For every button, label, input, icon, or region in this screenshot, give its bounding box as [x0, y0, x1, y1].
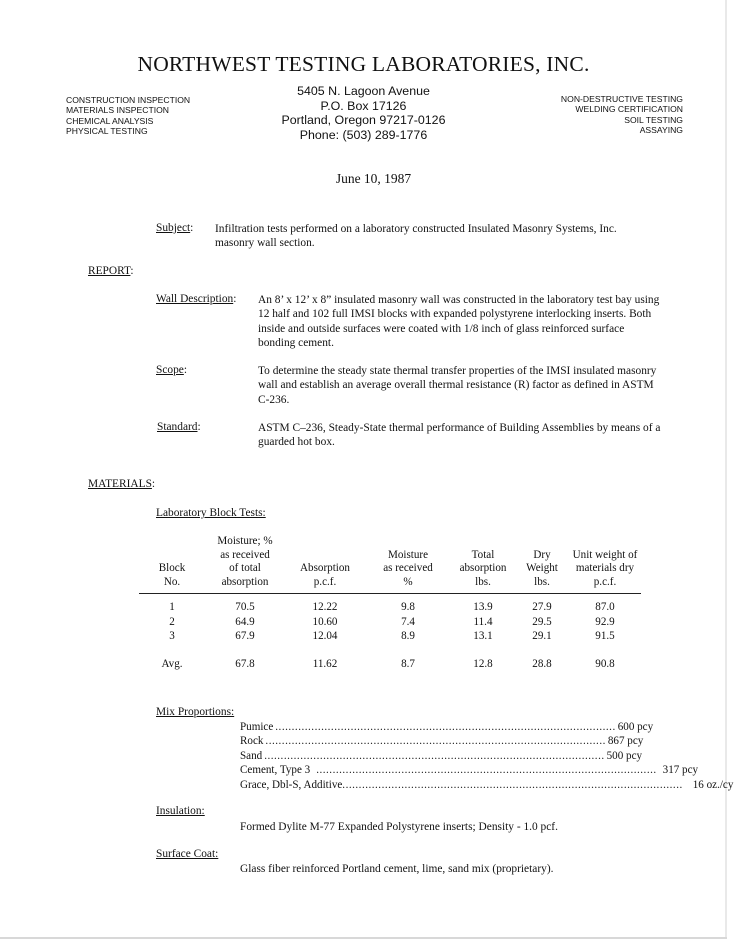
table-cell: 2 [169, 615, 175, 628]
surface-coat-text: Glass fiber reinforced Portland cement, lime, sand mix (proprietary). [240, 863, 554, 875]
table-cell: 64.9 [235, 615, 255, 628]
table-cell: 70.5 [235, 601, 255, 614]
address-line: Portland, Oregon 97217-0126 [281, 113, 446, 128]
mix-item [240, 749, 643, 763]
wall-description-text: An 8’ x 12’ x 8” insulated masonry wall was constructed in the laboratory test bay using 12 half and 102 full IMSI blocks with expanded polystyrene interlocking inserts. Both inside and outside surfaces were coated with 1/8 inch of glass reinforced surface bonding cement. [258, 294, 660, 349]
surface-coat-label: Surface Coat: [156, 848, 219, 860]
company-name: NORTHWEST TESTING LABORATORIES, INC. [137, 52, 590, 76]
table-cell: 13.1 [473, 629, 493, 642]
mix-item-value: 317 pcy [662, 764, 699, 777]
mix-item [240, 734, 644, 748]
address-line: 5405 N. Lagoon Avenue [297, 84, 430, 98]
table-cell: 12.04 [312, 629, 338, 642]
column-header: Total absorption lbs. [459, 548, 507, 588]
service-item: NON-DESTRUCTIVE TESTING [560, 94, 683, 104]
mix-item-name: Cement, Type 3 [240, 764, 311, 777]
table-cell: 9.8 [401, 601, 415, 614]
mix-item [240, 720, 654, 734]
mix-proportions-list [240, 720, 734, 792]
table-cell: 87.0 [595, 601, 615, 614]
service-item: CONSTRUCTION INSPECTION [66, 95, 191, 105]
table-cell: 3 [169, 629, 175, 642]
table-cell: 29.1 [532, 629, 552, 642]
mix-item-name: Sand [240, 749, 263, 762]
standard-text: ASTM C–236, Steady-State thermal performance of Building Assemblies by means of a guarded hot box. [258, 422, 661, 449]
table-cell: 28.8 [532, 657, 552, 670]
table-cell: 11.4 [473, 615, 493, 628]
address-line: P.O. Box 17126 [320, 98, 407, 113]
table-cell: 91.5 [595, 629, 615, 642]
insulation-text: Formed Dylite M-77 Expanded Polystyrene inserts; Density - 1.0 pcf. [240, 821, 558, 833]
address-line: Phone: (503) 289-1776 [299, 127, 428, 142]
block-tests-table [139, 535, 641, 671]
table-cell: 12.22 [312, 601, 338, 614]
mix-proportions-label: Mix Proportions: [156, 706, 235, 718]
column-header: Block No. [158, 562, 186, 588]
dot-leader: ........................................................................................................ [265, 735, 606, 748]
standard-label: Standard: [157, 421, 201, 433]
insulation-label: Insulation: [156, 805, 205, 817]
dot-leader: ........................................................................................................ [316, 764, 657, 777]
table-cell: Avg. [161, 657, 183, 670]
mix-item [240, 763, 699, 777]
dot-leader: ........................................................................................................ [342, 778, 683, 791]
dot-leader: ........................................................................................................ [275, 721, 616, 733]
table-row [139, 594, 641, 615]
services-right [561, 94, 683, 135]
table-row [139, 615, 641, 629]
column-header: Moisture; % as received of total absorption [217, 535, 273, 588]
table-cell: 13.9 [473, 601, 493, 614]
service-item: MATERIALS INSPECTION [66, 105, 169, 116]
table-average-row [139, 643, 641, 671]
mix-item-value: 867 pcy [607, 735, 644, 748]
table-cell: 90.8 [595, 657, 615, 670]
column-header: Unit weight of materials dry p.c.f. [572, 548, 638, 588]
service-item: SOIL TESTING [624, 114, 683, 125]
dot-leader: ........................................................................................................ [264, 749, 605, 762]
service-item: CHEMICAL ANALYSIS [66, 115, 154, 126]
table-cell: 67.9 [235, 629, 255, 642]
service-item: PHYSICAL TESTING [66, 125, 148, 136]
table-header-row [139, 535, 641, 594]
subject-text: Infiltration tests performed on a laboratory constructed Insulated Masonry Systems, Inc. masonry wall section. [215, 223, 617, 250]
mix-item-value: 16 oz./cy [692, 778, 734, 791]
table-row [139, 629, 641, 643]
mix-item-value: 600 pcy [617, 721, 654, 733]
column-header: Dry Weight lbs. [526, 548, 558, 588]
service-item: ASSAYING [639, 124, 683, 135]
table-cell: 11.62 [312, 657, 338, 670]
scope-text: To determine the steady state thermal transfer properties of the IMSI insulated masonry wall and establish an average overall thermal resistance (R) factor as defined in ASTM C-236. [258, 365, 657, 406]
service-item: WELDING CERTIFICATION [575, 104, 683, 115]
mix-item-name: Rock [240, 735, 264, 748]
mix-item-value: 500 pcy [606, 749, 643, 762]
table-cell: 29.5 [532, 615, 552, 628]
wall-description-label: Wall Description: [156, 293, 237, 305]
mix-item-name: Grace, Dbl-S, Additive [240, 778, 343, 791]
table-cell: 12.8 [473, 657, 493, 670]
table-cell: 8.9 [401, 629, 415, 642]
mix-item [240, 778, 734, 792]
table-cell: 10.60 [312, 615, 338, 628]
report-heading: REPORT: [88, 265, 134, 277]
column-header: Moisture as received % [383, 548, 433, 588]
materials-heading: MATERIALS: [88, 478, 156, 490]
table-cell: 92.9 [595, 615, 615, 628]
table-cell: 7.4 [401, 615, 415, 628]
report-date: June 10, 1987 [335, 171, 412, 186]
column-header: Absorption p.c.f. [300, 562, 350, 588]
block-tests-label: Laboratory Block Tests: [156, 507, 266, 519]
table-cell: 27.9 [532, 601, 552, 614]
subject-label: Subject: [156, 222, 194, 234]
mix-item-name: Pumice [240, 721, 274, 733]
scope-label: Scope: [156, 364, 188, 376]
table-cell: 67.8 [235, 657, 255, 670]
table-cell: 1 [169, 601, 175, 614]
table-cell: 8.7 [401, 657, 415, 670]
